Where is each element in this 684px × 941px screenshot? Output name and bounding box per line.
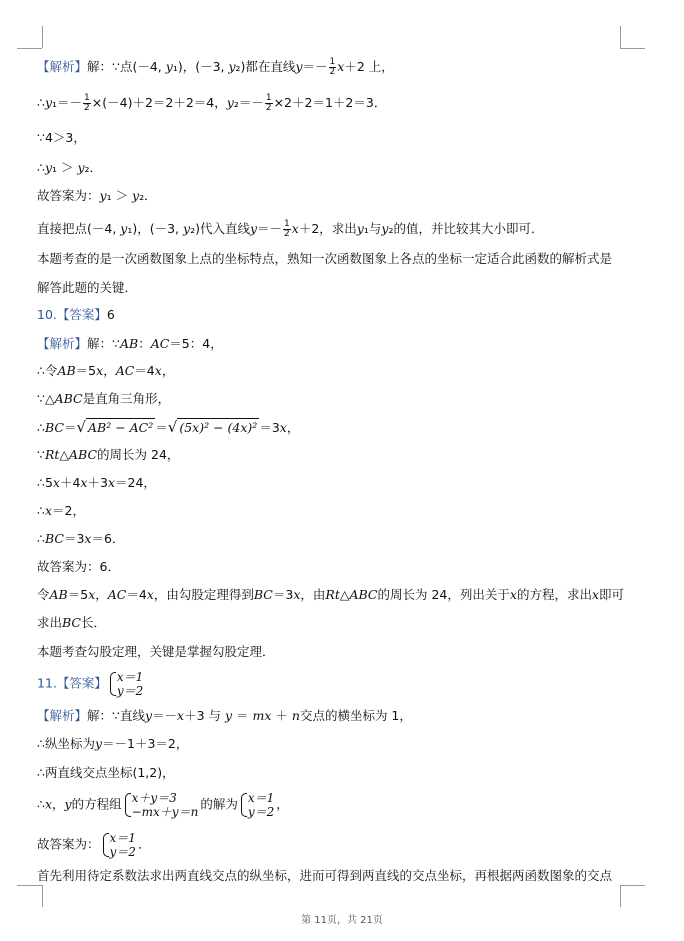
answer-11-line: 11.【答案】 x＝1 y＝2: [37, 670, 144, 698]
solution-11-line-1: 【解析】解：∵直线y＝－x＋3 与 y ＝ mx ＋ n交点的横坐标为 1，: [37, 708, 412, 723]
equation-system: x＋y＝3 −mx＋y＝n: [124, 791, 199, 819]
solution-9-summary: 直接把点(－4, y₁)，(－3, y₂)代入直线y＝－ $\frac{1}{2}$ x＋2，求出y₁与y₂的值，并比较其大小即可．: [37, 219, 544, 239]
solution-11-line-2: ∴纵坐标为y＝－1＋3＝2，: [37, 736, 189, 751]
solution-10-line-6: ∴5x＋4x＋3x＝24，: [37, 475, 156, 490]
solution-10-line-8: ∴BC＝3x＝6．: [37, 531, 125, 546]
fraction: $\frac{1}{2}$: [265, 93, 272, 113]
fraction: $\frac{1}{2}$: [84, 93, 90, 113]
solution-10-line-5: ∵Rt△ABC的周长为 24，: [37, 447, 180, 462]
solution-11-line-3: ∴两直线交点坐标(1,2)，: [37, 765, 175, 780]
solution-10-line-1: 【解析】解：∵AB：AC＝5：4，: [37, 336, 223, 351]
crop-mark: [620, 885, 621, 907]
fraction: $\frac{1}{2}$: [329, 57, 336, 77]
fraction: $\frac{1}{2}$: [284, 219, 290, 239]
equation-system: x＝1 y＝2: [109, 670, 143, 698]
crop-mark: [620, 26, 621, 48]
equation-system: x＝1 y＝2: [240, 791, 274, 819]
answer-11-final: 故答案为： x＝1 y＝2 ．: [37, 831, 151, 859]
solution-11-summary: 首先利用待定系数法求出两直线交点的纵坐标，进而可得到两直线的交点坐标，再根据两函数图象的交点: [37, 868, 613, 883]
solution-9-line-4: ∴y₁ ＞ y₂．: [37, 160, 103, 175]
solution-9-line-1: 【解析】解：∵点(－4, y₁)，(－3, y₂)都在直线y＝－ $\frac{1}{2}$ x＋2 上，: [37, 57, 394, 77]
crop-mark: [42, 885, 43, 907]
solution-10-line-4: ∴BC＝√ AB² − AC² ＝√ (5x)² − (4x)² ＝3x，: [37, 418, 300, 436]
solution-10-line-2: ∴令AB＝5x，AC＝4x，: [37, 363, 175, 378]
solution-9-comment-1: 本题考查的是一次函数图象上点的坐标特点，熟知一次函数图象上各点的坐标一定适合此函数的解析式是: [37, 251, 613, 266]
solution-10-line-7: ∴x＝2，: [37, 503, 85, 518]
answer-9-line: 故答案为：y₁ ＞ y₂．: [37, 188, 157, 203]
solution-10-summary-1: 令AB＝5x，AC＝4x，由勾股定理得到BC＝3x，由Rt△ABC的周长为 24，列出关于x的方程，求出x即可: [37, 587, 625, 602]
crop-mark: [17, 48, 42, 49]
solution-10-summary-2: 求出BC长．: [37, 615, 107, 630]
crop-mark: [42, 26, 43, 48]
solution-11-line-4: ∴x，y的方程组 x＋y＝3 −mx＋y＝n 的解为 x＝1 y＝2 ，: [37, 791, 289, 819]
page-footer: 第 11页，共 21页: [301, 915, 383, 926]
answer-10-final: 故答案为：6．: [37, 559, 120, 574]
solution-9-line-2: ∴y₁＝－ $\frac{1}{2}$ ×(－4)＋2＝2＋2＝4，y₂＝－ $\frac{1}{2}$ ×2＋2＝1＋2＝3．: [37, 93, 387, 113]
solution-10-comment: 本题考查勾股定理，关键是掌握勾股定理．: [37, 644, 275, 659]
crop-mark: [17, 885, 42, 886]
answer-10-line: 10.【答案】6: [37, 307, 115, 322]
crop-mark: [620, 885, 645, 886]
solution-10-line-3: ∵△ABC是直角三角形，: [37, 391, 171, 406]
equation-system: x＝1 y＝2: [102, 831, 136, 859]
crop-mark: [620, 48, 645, 49]
solution-9-comment-2: 解答此题的关键．: [37, 280, 138, 295]
solution-9-line-3: ∵4＞3，: [37, 130, 86, 145]
